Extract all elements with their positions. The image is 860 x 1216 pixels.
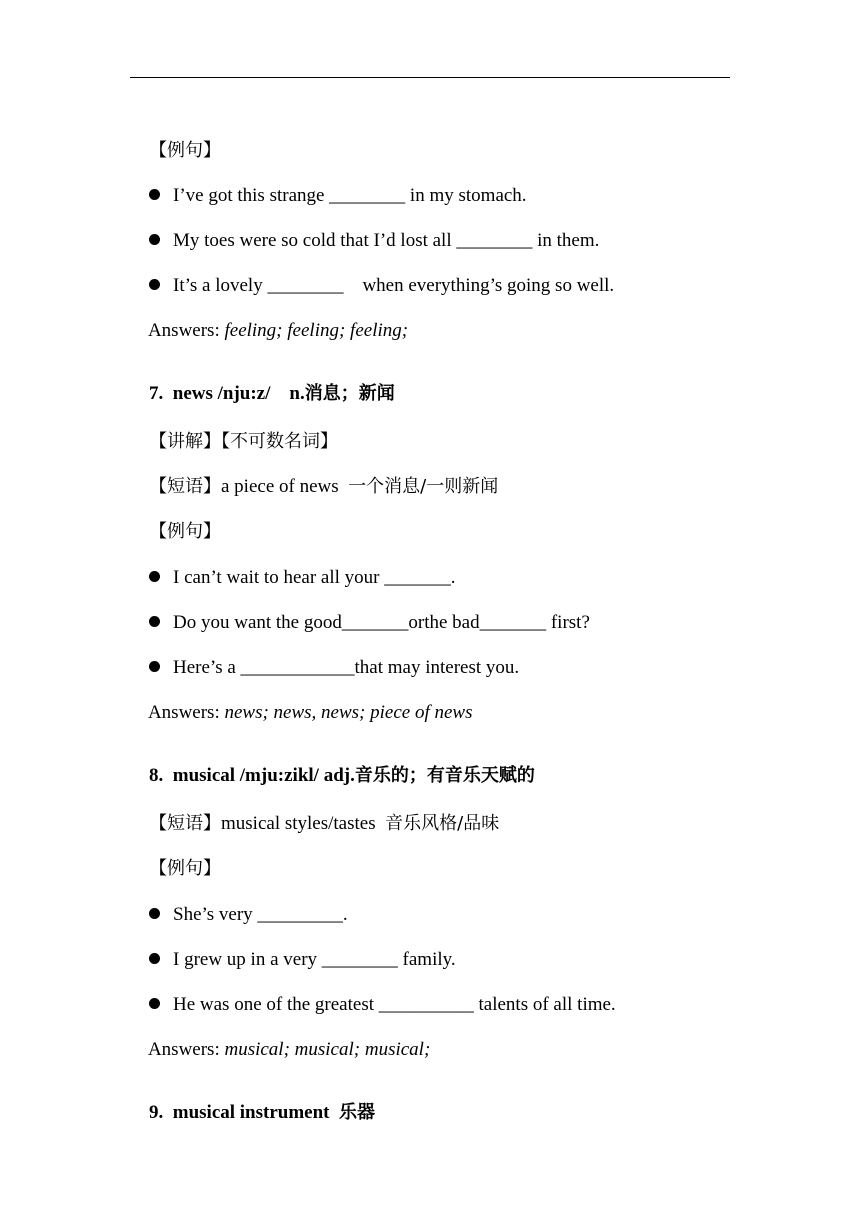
bullet-icon — [149, 661, 160, 672]
example-sentence: It’s a lovely ________ when everything’s going so well. — [130, 250, 614, 322]
phrase-line: 【短语】a piece of news 一个消息/一则新闻 — [149, 476, 499, 497]
bullet-icon — [149, 279, 160, 290]
bullet-icon — [149, 571, 160, 582]
entry-heading: 7. news /nju:z/ n.消息；新闻 — [149, 383, 395, 404]
example-sentence: I can’t wait to hear all your _______. — [130, 542, 455, 614]
phrase-line: 【短语】musical styles/tastes 音乐风格/品味 — [149, 813, 500, 834]
bullet-icon — [149, 616, 160, 627]
bullet-icon — [149, 908, 160, 919]
answers-line: Answers: musical; musical; musical; — [147, 1039, 431, 1060]
example-label: 【例句】 — [149, 858, 221, 879]
example-sentence: She’s very _________. — [130, 879, 348, 951]
example-label: 【例句】 — [149, 521, 221, 542]
answers-line: Answers: feeling; feeling; feeling; — [147, 320, 409, 341]
bullet-icon — [149, 234, 160, 245]
answers-line: Answers: news; news, news; piece of news — [147, 702, 473, 723]
example-sentence: I’ve got this strange ________ in my stomach. — [130, 160, 527, 232]
example-sentence: He was one of the greatest __________ talents of all time. — [130, 969, 616, 1041]
example-sentence: Here’s a ____________that may interest you. — [130, 632, 519, 704]
bullet-icon — [149, 998, 160, 1009]
entry-heading: 8. musical /mju:zikl/ adj.音乐的；有音乐天赋的 — [149, 765, 535, 786]
entry-heading: 9. musical instrument 乐器 — [149, 1102, 375, 1123]
example-sentence: My toes were so cold that I’d lost all ________ in them. — [130, 205, 599, 277]
bullet-icon — [149, 953, 160, 964]
header-rule — [130, 77, 730, 78]
explain-label: 【讲解】【不可数名词】 — [149, 431, 338, 452]
example-label: 【例句】 — [149, 140, 221, 161]
example-sentence: Do you want the good_______orthe bad_______ first? — [130, 587, 590, 659]
example-sentence: I grew up in a very ________ family. — [130, 924, 456, 996]
bullet-icon — [149, 189, 160, 200]
